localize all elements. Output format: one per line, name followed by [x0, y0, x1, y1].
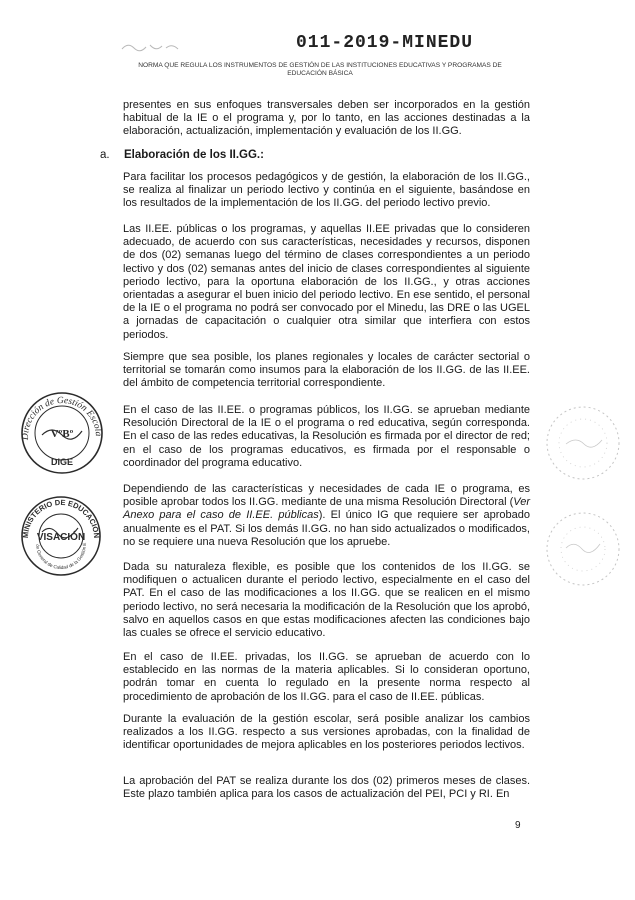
stamp1-ring-text: Dirección de Gestión Escola: [20, 395, 104, 441]
stamp2-center: VISACIÓN: [36, 532, 86, 543]
page-number: 9: [515, 820, 521, 831]
section-heading: [100, 149, 264, 161]
faint-stamp-impression: [540, 402, 626, 484]
paragraph-publicas: En el caso de las II.EE. o programas públicos, los II.GG. se aprueban mediante Resolución Directoral de la IE o el programa o red educativa, según corresponda. En el caso de las redes educativas, la Resolución es firmada por el director de red; en el caso de los programas educativos, es firmada por el responsable o coordinador del programa educativo.: [123, 404, 530, 469]
faint-handwritten-mark: [120, 40, 180, 54]
paragraph-anexo: [123, 483, 530, 549]
stamp-ministerio-visacion: [18, 494, 104, 578]
paragraph-plazos: Las II.EE. públicas o los programas, y aquellas II.EE privadas que lo consideren adecuado, de acuerdo con sus características, necesidades y recursos, disponen de dos (02) semanas luego del término de clases correspondientes a un periodo lectivo y dos (02) semanas antes del inicio de clases correspondientes al siguiente periodo lectivo, para la oportuna elaboración de los II.GG., y otras acciones orientadas a asegurar el buen inicio del periodo lectivo. En ese sentido, el personal de la IE o el programa no podrá ser convocado por el Minedu, las DRE o las UGEL a jornadas de capacitación o cualquier otra similar que interfiera con estos periodos.: [123, 223, 530, 341]
paragraph-planes-regionales: Siempre que sea posible, los planes regionales y locales de carácter sectorial o territorial se tomarán como insumos para la elaboración de los II.GG. de las II.EE. del ámbito de competencia territorial correspondiente.: [123, 351, 530, 390]
anexo-before: Dependiendo de las características y necesidades de cada IE o programa, es posible aprobar todos los II.GG. mediante de una misma Resolución Directoral (: [123, 483, 530, 509]
paragraph-pat: La aprobación del PAT se realiza durante los dos (02) primeros meses de clases. Este plazo también aplica para los casos de actualización del PEI, PCI y RI. En: [123, 775, 530, 801]
norma-header: NORMA QUE REGULA LOS INSTRUMENTOS DE GESTIÓN DE LAS INSTITUCIONES EDUCATIVAS Y PROGRAMAS DE EDUCACIÓN BÁSICA: [138, 62, 502, 77]
resolution-number: 011-2019-MINEDU: [296, 33, 474, 53]
paragraph-modificaciones: Dada su naturaleza flexible, es posible que los contenidos de los II.GG. se modifiquen o actualicen durante el periodo lectivo, especialmente en el caso del PAT. En el caso de las modificaciones a los II.GG. que se realicen en el mismo periodo lectivo, no será necesaria la modificación de la Resolución que los aprobó, salvo en aquellos casos en que estas modificaciones afecten las condiciones bajo las cuales se ofrece el servicio educativo.: [123, 561, 530, 640]
stamp1-bottom: DIGE: [50, 457, 74, 467]
section-letter: a.: [100, 149, 110, 161]
stamp1-center: VºBº: [50, 428, 74, 440]
anexo-italic: Ver Anexo para el caso de II.EE. públicas: [123, 496, 530, 522]
faint-stamp-impression: [540, 508, 626, 590]
stamp2-inner-ring: ón General de Calidad de la Gestión E: [34, 542, 88, 571]
paragraph-elaboracion: Para facilitar los procesos pedagógicos y de gestión, la elaboración de los II.GG., se realiza al finalizar un periodo lectivo y continúa en el siguiente, basándose en los resultados de la implementación de los II.GG. del periodo lectivo previo.: [123, 171, 530, 210]
paragraph-evaluacion: Durante la evaluación de la gestión escolar, será posible analizar los cambios realizados a los II.GG. respecto a sus versiones aprobadas, con la finalidad de identificar oportunidades de mejora aplicables en los posteriores periodos lectivos.: [123, 713, 530, 752]
stamp-gestion-escolar: [18, 389, 106, 475]
stamp2-ring-text: MINISTERIO DE EDUCACIÓN: [20, 497, 102, 539]
paragraph-privadas: En el caso de II.EE. privadas, los II.GG. se aprueban de acuerdo con lo establecido en las normas de la materia aplicables. Si lo consideran oportuno, podrán tomar en cuenta lo regulado en la presente norma respecto al procedimiento de aprobación de los II.GG. para el caso de II.EE. públicas.: [123, 651, 530, 703]
section-title: Elaboración de los II.GG.:: [124, 149, 264, 161]
anexo-after: ). El único IG que requiere ser aprobado anualmente es el PAT. Si los demás II.GG. no han sido actualizados o modificados, no se requiere una nueva Resolución que los apruebe.: [123, 509, 530, 548]
intro-paragraph: presentes en sus enfoques transversales deben ser incorporados en la gestión habitual de la IE o el programa y, por lo tanto, en las acciones destinadas a la elaboración, actualización, implementación y evaluación de los II.GG.: [123, 99, 530, 138]
